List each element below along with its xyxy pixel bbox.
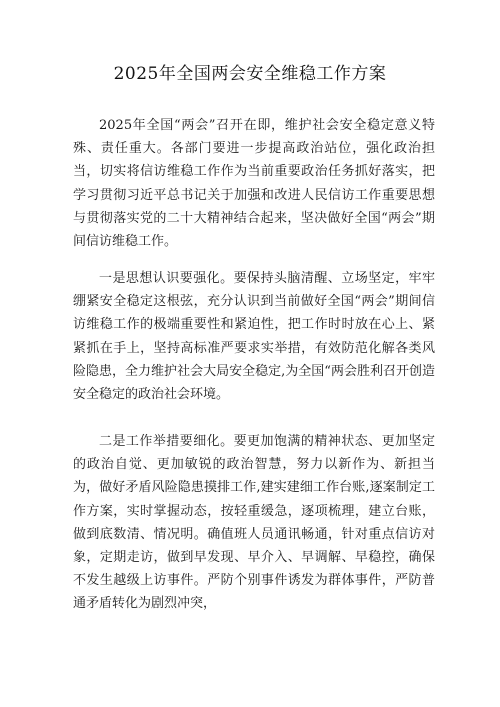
paragraph-ideology: 一是思想认识要强化。要保持头脑清醒、立场坚定，牢牢绷紧安全稳定这根弦，充分认识到当前做好全国“两会”期间信访维稳工作的极端重要性和紧迫性，把工作时时放在心上、紧紧抓在手上，坚持高标准严要求实举措，有效防范化解各类风险隐患，全力维护社会大局安全稳定,为全国“两会胜利召开创造安全稳定的政治社会环境。	[73, 271, 435, 403]
paragraph-measures: 二是工作举措要细化。要更加饱满的精神状态、更加坚定的政治自觉、更加敏锐的政治智慧，努力以新作为、新担当为，做好矛盾风险隐患摸排工作,建实建细工作台账,逐案制定工作方案，实时掌握动态，按轻重缓急，逐项梳理，建立台账，做到底数清、情况明。确值班人员通讯畅通，针对重点信访对象，定期走访，做到早发现、早介入、早调解、早稳控，确保不发生越级上访事件。严防个别事件诱发为群体事件，严防普通矛盾转化为剧烈冲突，	[73, 434, 435, 612]
document-title: 2025年全国两会安全维稳工作方案	[113, 64, 387, 84]
paragraph-intro: 2025年全国“两会”召开在即，维护社会安全稳定意义特殊、责任重大。各部门要进一步提高政治站位，强化政治担当，切实将信访维稳工作作为当前重要政治任务抓好落实，把学习贯彻习近平总书记关于加强和改进人民信访工作重要思想与贯彻落实党的二十大精神结合起来，坚决做好全国“两会”期间信访维稳工作。	[73, 118, 435, 250]
